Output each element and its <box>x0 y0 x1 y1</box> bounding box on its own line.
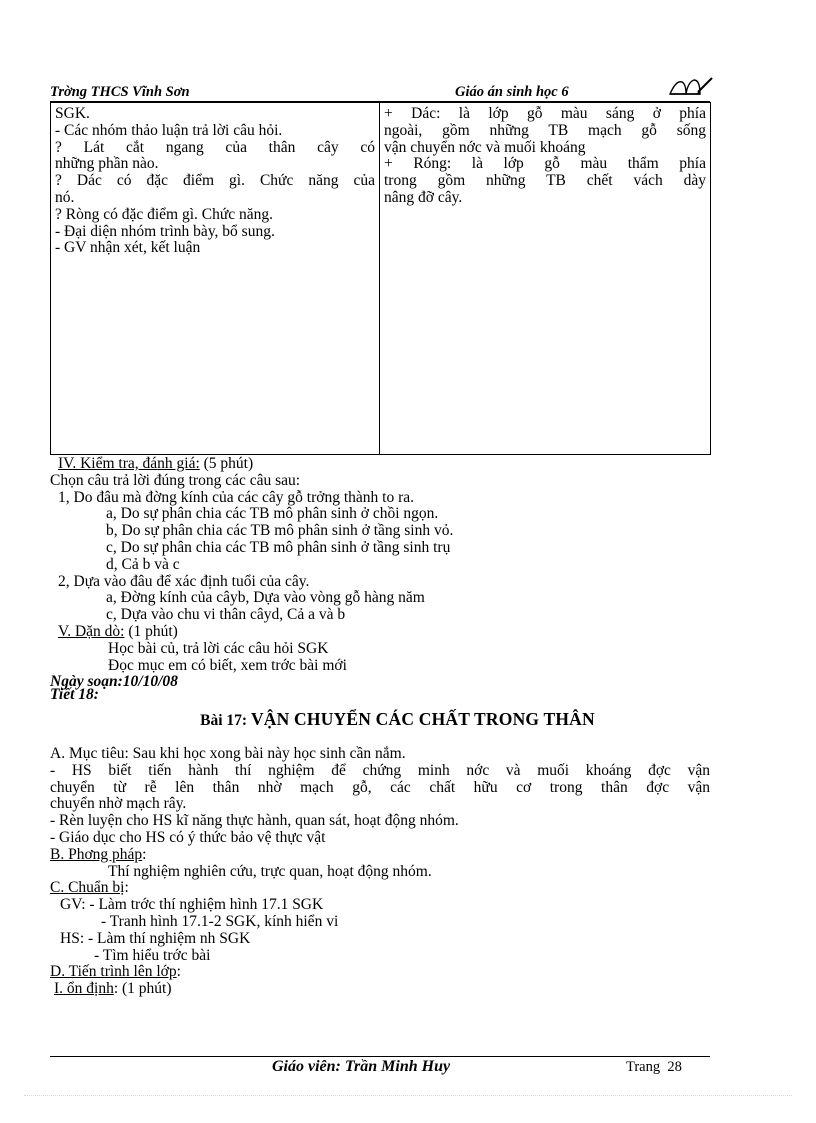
teacher-name: Giáo viên: Trần Minh Huy <box>272 1058 451 1075</box>
question-1-option: a, Do sự phân chia các TB mô phân sinh ở chồi ngọn. <box>106 505 439 523</box>
cell-line: những phần nào. <box>55 155 159 173</box>
question-2-options-row <box>50 607 710 624</box>
cell-line: - GV nhận xét, kết luận <box>55 239 201 257</box>
subject-title: Giáo án sinh học 6 <box>455 84 569 100</box>
question-2: 2, Dựa vào đâu để xác định tuổi của cây. <box>58 572 310 590</box>
quiz-intro: Chọn câu trả lời đúng trong các câu sau: <box>50 471 301 489</box>
preparation-line: GV: - Làm trớc thí nghiệm hình 17.1 SGK <box>60 896 324 914</box>
page-number: Trang 28 <box>626 1059 682 1075</box>
cell-line: + Dác: là lớp gỗ màu sáng ở phía <box>384 105 706 122</box>
objectives-heading: A. Mục tiêu: Sau khi học xong bài này học sinh cần nắm. <box>50 744 406 762</box>
cell-line: ? Dác có đặc điểm gì. Chức năng của <box>55 172 375 190</box>
process-step: I. ổn định: (1 phút) <box>54 980 172 998</box>
question-2-option: d, Cả a và b <box>271 606 346 624</box>
objective-line: - HS biết tiến hành thí nghiệm để chứng minh nớc và muối khoáng đợc vận <box>50 761 710 779</box>
section-4-heading: IV. Kiểm tra, đánh giá: (5 phút) <box>58 455 254 472</box>
cell-line: nâng đỡ cây. <box>384 188 463 206</box>
cell-line: - Các nhóm thảo luận trả lời câu hỏi. <box>55 121 283 139</box>
question-2-options-row <box>50 590 710 607</box>
question-1: 1, Do đâu mà đờng kính của các cây gỗ trởng thành to ra. <box>58 488 414 506</box>
question-1-option: c, Do sự phân chia các TB mô phân sinh ở tầng sinh trụ <box>106 538 451 556</box>
cell-line: - Đại diện nhóm trình bày, bổ sung. <box>55 222 275 240</box>
cell-line: ? Ròng có đặc điểm gì. Chức năng. <box>55 205 274 223</box>
footer-rule <box>50 1056 710 1057</box>
cell-line: SGK. <box>55 105 90 122</box>
question-1-option: d, Cả b và c <box>106 555 180 573</box>
question-2-option: b, Dựa vào vòng gỗ hàng năm <box>237 589 425 607</box>
cell-line: vận chuyển nớc và muối khoáng <box>384 138 586 156</box>
cell-line: trong gồm những TB chết vách dày <box>384 172 706 190</box>
document-body <box>50 456 710 998</box>
question-2-option: a, Đờng kính của cây <box>106 589 238 607</box>
lesson-date: Ngày soạn:10/10/08 <box>50 673 178 691</box>
table-row <box>51 103 711 455</box>
page-bottom-border <box>24 1095 792 1096</box>
cell-line: + Róng: là lớp gỗ màu thẩm phía <box>384 155 706 173</box>
book-pen-icon <box>668 74 714 98</box>
preparation-line: - Tìm hiểu trớc bài <box>94 946 211 964</box>
question-2-option: c, Dựa vào chu vi thân cây <box>106 606 272 624</box>
cell-line: nó. <box>55 188 75 206</box>
homework-item: Đọc mục em có biết, xem trớc bài mới <box>108 656 347 674</box>
section-5-heading: V. Dặn dò: (1 phút) <box>58 622 178 640</box>
activity-table <box>50 102 711 455</box>
preparation-heading: C. Chuẩn bị: <box>50 879 129 897</box>
lesson-period: Tiết 18: <box>50 686 99 704</box>
cell-line: ? Lát cắt ngang của thân cây có <box>55 138 375 156</box>
student-content-cell <box>380 103 711 455</box>
objective-line: chuyển nhờ mạch rây. <box>50 795 187 813</box>
page-header <box>50 84 710 102</box>
process-heading: D. Tiến trình lên lớp: <box>50 963 181 981</box>
objective-line: chuyển từ rễ lên thân nhờ mạch gỗ, các chất hữu cơ trong thân đợc vận <box>50 778 710 796</box>
page-footer <box>50 1058 710 1080</box>
school-name: Trờng THCS Vĩnh Sơn <box>50 84 190 100</box>
preparation-line: - Tranh hình 17.1-2 SGK, kính hiển vi <box>101 912 339 930</box>
lesson-title: Bài 17: VẬN CHUYỂN CÁC CHẤT TRONG THÂN <box>200 708 595 729</box>
question-1-option: b, Do sự phân chia các TB mô phân sinh ở tầng sinh vỏ. <box>106 522 454 540</box>
methods-heading: B. Phơng pháp: <box>50 845 147 863</box>
objective-line: - Rèn luyện cho HS kĩ năng thực hành, quan sát, hoạt động nhóm. <box>50 812 459 830</box>
homework-item: Học bài củ, trả lời các câu hỏi SGK <box>108 639 329 657</box>
methods-text: Thí nghiệm nghiên cứu, trực quan, hoạt động nhóm. <box>108 862 432 880</box>
objective-line: - Giáo dục cho HS có ý thức bảo vệ thực vật <box>50 828 326 846</box>
preparation-line: HS: - Làm thí nghiệm nh SGK <box>60 929 251 947</box>
teacher-activity-cell <box>51 103 380 455</box>
cell-line: ngoài, gồm những TB mạch gỗ sống <box>384 121 706 139</box>
